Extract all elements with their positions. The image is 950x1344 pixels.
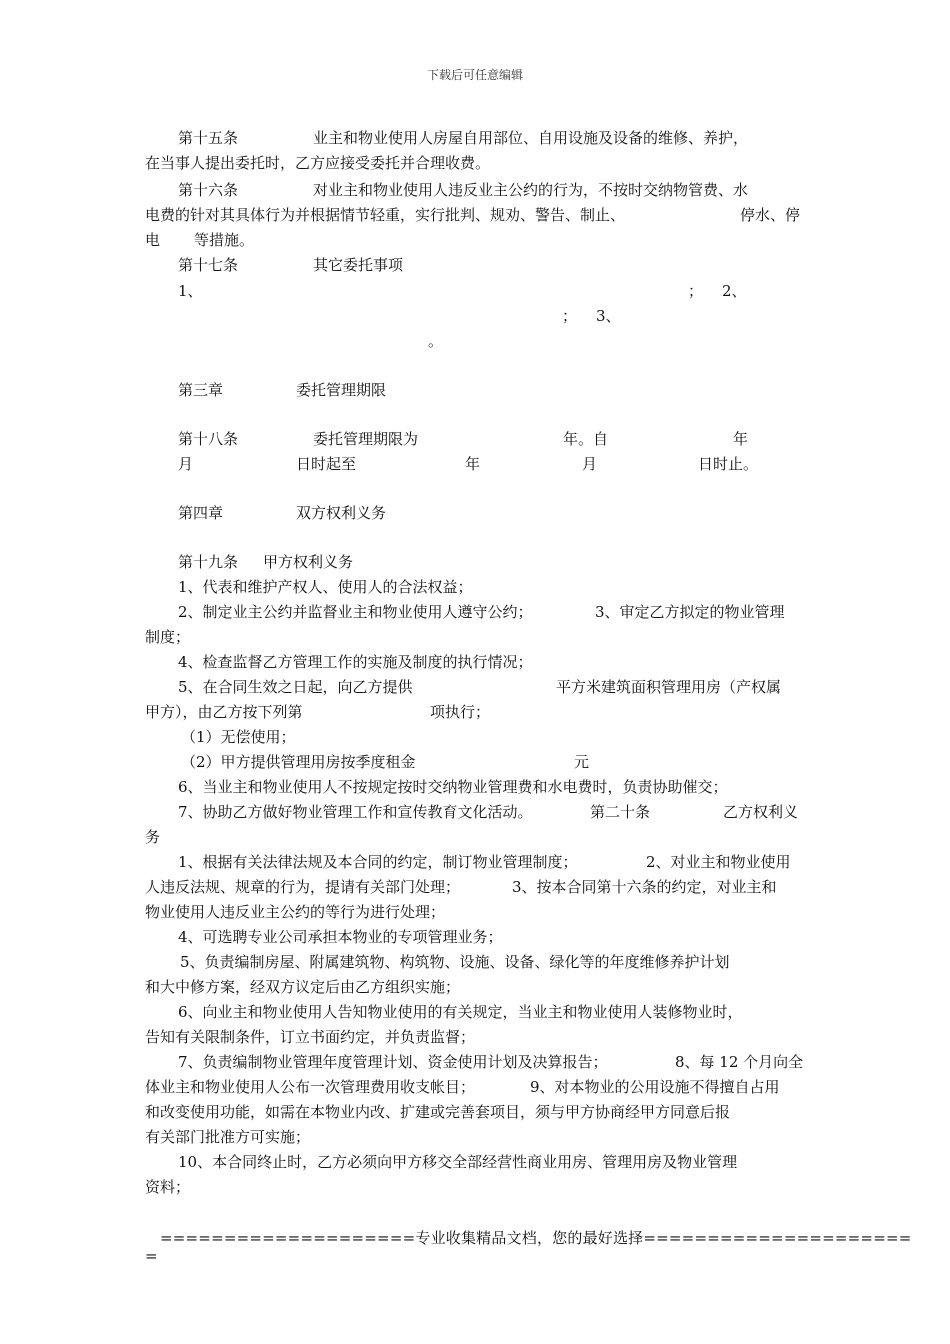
article-17-line-1 bbox=[0, 255, 950, 275]
article-17-items-line-2 bbox=[0, 306, 950, 326]
article-20-items-7-8 bbox=[0, 1052, 950, 1072]
article-18-text-2d: 月 bbox=[582, 455, 598, 473]
article-18-text-2a: 月 bbox=[178, 455, 194, 473]
article-20-item-9: 9、对本物业的公用设施不得擅自占用 bbox=[530, 1078, 780, 1096]
article-19-item-3-cont: 制度； bbox=[145, 628, 191, 646]
article-17-items-line-1 bbox=[0, 281, 950, 301]
article-20-item-1: 1、根据有关法律法规及本合同的约定，制订物业管理制度； bbox=[178, 853, 578, 871]
article-16-text-2b: 停水、停 bbox=[740, 206, 801, 224]
article-17-end: 。 bbox=[428, 332, 444, 350]
article-19-sub-2 bbox=[0, 752, 950, 772]
article-18-line-1 bbox=[0, 429, 950, 449]
article-15-text: 业主和物业使用人房屋自用部位、自用设施及设备的维修、养护， bbox=[313, 129, 749, 147]
chapter-4-heading bbox=[0, 503, 950, 523]
article-19-item-5-cont bbox=[0, 702, 950, 722]
article-20-item-2-cont: 人违反法规、规章的行为，提请有关部门处理； bbox=[145, 878, 461, 896]
article-18-text-2b: 日时起至 bbox=[296, 455, 357, 473]
article-17-item-1: 1、 bbox=[178, 282, 203, 300]
article-19-item-6: 6、当业主和物业使用人不按规定按时交纳物业管理费和水电费时，负责协助催交； bbox=[178, 778, 728, 796]
page-header: 下载后可任意编辑 bbox=[426, 68, 523, 82]
article-18-number: 第十八条 bbox=[178, 430, 239, 448]
article-18-text-1b: 年。自 bbox=[563, 430, 609, 448]
article-20-item-6-cont: 告知有关限制条件，订立书面约定，并负责监督； bbox=[145, 1028, 476, 1046]
article-19-item-7-text: 7、协助乙方做好物业管理工作和宣传教育文化活动。 bbox=[178, 803, 533, 821]
article-15-line-1 bbox=[0, 128, 950, 148]
article-19-item-7 bbox=[0, 802, 950, 822]
article-18-line-2 bbox=[0, 454, 950, 474]
article-19-item-5a: 5、在合同生效之日起，向乙方提供 bbox=[178, 678, 413, 696]
article-20-items-8-9 bbox=[0, 1077, 950, 1097]
article-20-item-8-cont: 体业主和物业使用人公布一次管理费用收支帐目； bbox=[145, 1078, 476, 1096]
article-20-item-4: 4、可选聘专业公司承担本物业的专项管理业务； bbox=[178, 928, 503, 946]
article-20-item-5-cont: 和大中修方案，经双方议定后由乙方组织实施； bbox=[145, 978, 461, 996]
chapter-3-heading bbox=[0, 380, 950, 400]
article-19-item-1: 1、代表和维护产权人、使用人的合法权益； bbox=[178, 578, 473, 596]
article-20-item-7: 7、负责编制物业管理年度管理计划、资金使用计划及决算报告； bbox=[178, 1053, 608, 1071]
article-16-text-3a: 电 bbox=[145, 231, 161, 249]
article-19-item-4: 4、检查监督乙方管理工作的实施及制度的执行情况； bbox=[178, 653, 533, 671]
article-19-heading bbox=[0, 552, 950, 572]
article-18-text-1c: 年 bbox=[733, 430, 749, 448]
article-16-text-3b: 等措施。 bbox=[194, 231, 255, 249]
article-19-item-5d: 项执行； bbox=[430, 703, 491, 721]
article-15-line-2: 在当事人提出委托时，乙方应接受委托并合理收费。 bbox=[145, 154, 491, 172]
article-19-item-3: 3、审定乙方拟定的物业管理 bbox=[595, 603, 785, 621]
article-20-item-8: 8、每 12 个月向全 bbox=[675, 1053, 804, 1071]
chapter-4-title: 双方权利义务 bbox=[296, 504, 387, 522]
article-16-line-1 bbox=[0, 180, 950, 200]
article-19-item-2-3 bbox=[0, 602, 950, 622]
article-20-item-6: 6、向业主和物业使用人告知物业使用的有关规定，当业主和物业使用人装修物业时， bbox=[178, 1003, 743, 1021]
article-16-text-2a: 电费的针对其具体行为并根据情节轻重，实行批判、规劝、警告、制止、 bbox=[145, 206, 626, 224]
article-20-item-9-cont: 和改变使用功能，如需在本物业内改、扩建或完善套项目，须与甲方协商经甲方同意后报 bbox=[145, 1103, 731, 1121]
article-15-number: 第十五条 bbox=[178, 129, 239, 147]
article-19-item-5b: 平方米建筑面积管理用房（产权属 bbox=[556, 678, 782, 696]
article-18-text-1a: 委托管理期限为 bbox=[313, 430, 419, 448]
article-19-sub-2b: 元 bbox=[574, 753, 590, 771]
article-20-title-cont: 务 bbox=[145, 828, 161, 846]
article-18-text-2c: 年 bbox=[465, 455, 481, 473]
article-20-item-9-end: 有关部门批准方可实施； bbox=[145, 1128, 311, 1146]
article-17-item-3: 3、 bbox=[596, 307, 621, 325]
article-19-item-5c: 甲方），由乙方按下列第 bbox=[145, 703, 303, 721]
article-16-line-3 bbox=[0, 230, 950, 250]
article-20-items-1-2 bbox=[0, 852, 950, 872]
article-17-item-2: 2、 bbox=[722, 282, 747, 300]
article-20-item-3: 3、按本合同第十六条的约定，对业主和 bbox=[512, 878, 777, 896]
chapter-3-number: 第三章 bbox=[178, 381, 224, 399]
chapter-3-title: 委托管理期限 bbox=[296, 381, 387, 399]
article-20-number: 第二十条 bbox=[590, 803, 651, 821]
article-17-semicolon-2: ； bbox=[562, 307, 578, 325]
article-16-text: 对业主和物业使用人违反业主公约的行为，不按时交纳物管费、水 bbox=[313, 181, 749, 199]
article-19-title: 甲方权利义务 bbox=[263, 553, 354, 571]
article-20-item-3-cont: 物业使用人违反业主公约的等行为进行处理； bbox=[145, 903, 446, 921]
article-16-line-2 bbox=[0, 205, 950, 225]
article-20-items-2-3 bbox=[0, 877, 950, 897]
article-19-item-5 bbox=[0, 677, 950, 697]
article-17-title: 其它委托事项 bbox=[313, 256, 404, 274]
article-20-item-10: 10、本合同终止时，乙方必须向甲方移交全部经营性商业用房、管理用房及物业管理 bbox=[178, 1153, 738, 1171]
article-20-item-5: 5、负责编制房屋、附属建筑物、构筑物、设施、设备、绿化等的年度维修养护计划 bbox=[180, 953, 730, 971]
article-18-text-2e: 日时止。 bbox=[698, 455, 759, 473]
chapter-4-number: 第四章 bbox=[178, 504, 224, 522]
article-19-number: 第十九条 bbox=[178, 553, 239, 571]
article-16-number: 第十六条 bbox=[178, 181, 239, 199]
article-19-sub-2a: （2）甲方提供管理用房按季度租金 bbox=[181, 753, 416, 771]
article-20-item-10-cont: 资料； bbox=[145, 1178, 191, 1196]
article-20-item-2: 2、对业主和物业使用 bbox=[646, 853, 791, 871]
article-17-number: 第十七条 bbox=[178, 256, 239, 274]
article-19-sub-1: （1）无偿使用； bbox=[181, 728, 296, 746]
article-20-title: 乙方权利义 bbox=[723, 803, 799, 821]
article-17-semicolon-1: ； bbox=[688, 282, 704, 300]
article-19-item-2: 2、制定业主公约并监督业主和物业使用人遵守公约； bbox=[178, 603, 533, 621]
footer-banner-cont: = bbox=[145, 1247, 158, 1265]
footer-banner: ====================专业收集精品文档，您的最好选择===================== bbox=[160, 1229, 912, 1247]
